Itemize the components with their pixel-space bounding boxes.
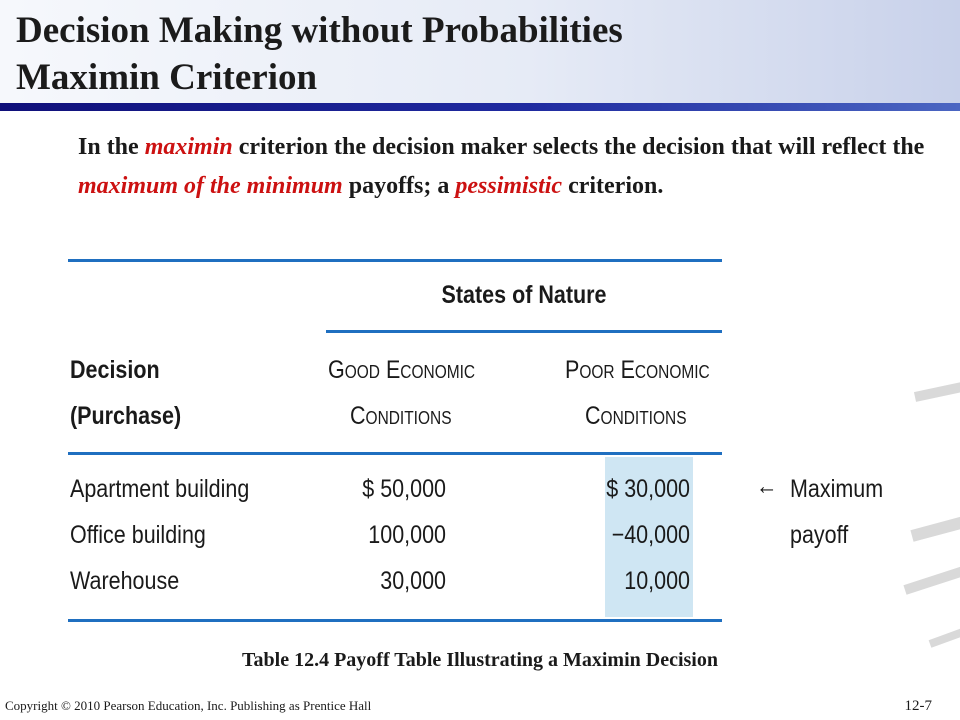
table-top-rule (68, 259, 722, 262)
good-payoff-cell: 100,000 (368, 521, 446, 549)
table-bottom-rule (68, 619, 722, 622)
poor-payoff-cell: −40,000 (611, 521, 690, 549)
group-header-rule (326, 330, 722, 333)
poor-payoff-cell: 10,000 (624, 567, 690, 595)
decorative-wisp (914, 380, 960, 402)
decision-cell: Apartment building (70, 475, 250, 503)
slide-subtitle: Maximin Criterion (16, 57, 318, 98)
slide-title: Decision Making without Probabilities (16, 10, 623, 51)
term-maximin: maximin (144, 134, 233, 160)
maximum-payoff-label: Maximum (790, 475, 884, 503)
good-payoff-cell: 30,000 (380, 567, 446, 595)
good-payoff-cell: $ 50,000 (362, 475, 446, 503)
maximum-payoff-label-sub: payoff (790, 521, 849, 549)
poor-payoff-cell: $ 30,000 (606, 475, 690, 503)
header-bottom-rule (68, 452, 722, 455)
decorative-wisp (903, 564, 960, 595)
decorative-wisp (929, 627, 960, 648)
intro-paragraph: In the maximin criterion the decision maker selects the decision that will reflect the maximum of the minimum payoffs; a pessimistic criterion. (78, 134, 925, 199)
column-header-good-sub: Conditions (350, 402, 452, 430)
decision-header-sub: (Purchase) (70, 402, 182, 430)
page-number: 12-7 (904, 698, 932, 714)
decision-cell: Office building (70, 521, 206, 549)
group-header: States of Nature (441, 281, 607, 309)
decorative-wisp (910, 515, 960, 542)
title-underline (0, 103, 960, 111)
decision-header: Decision (70, 356, 160, 384)
copyright-notice: Copyright © 2010 Pearson Education, Inc. Publishing as Prentice Hall (5, 698, 372, 713)
term-maximum-of-minimum: maximum of the minimum (78, 173, 343, 199)
column-header-poor: Poor Economic (565, 356, 710, 384)
table-caption: Table 12.4 Payoff Table Illustrating a Maximin Decision (242, 649, 718, 671)
column-header-good: Good Economic (328, 356, 476, 384)
decision-cell: Warehouse (70, 567, 180, 595)
column-header-poor-sub: Conditions (585, 402, 687, 430)
term-pessimistic: pessimistic (455, 173, 563, 199)
left-arrow-icon: ← (756, 472, 778, 500)
